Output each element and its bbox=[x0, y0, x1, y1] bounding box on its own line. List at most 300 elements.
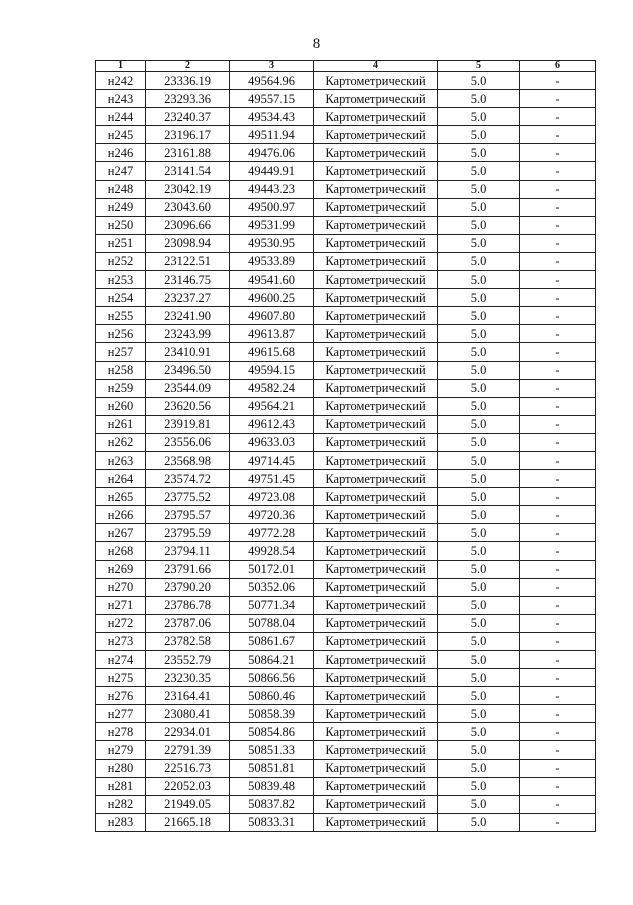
y-coordinate-cell: 50788.04 bbox=[230, 614, 314, 632]
method-cell: Картометрический bbox=[314, 289, 438, 307]
accuracy-cell: 5.0 bbox=[438, 632, 520, 650]
y-coordinate-cell: 50858.39 bbox=[230, 705, 314, 723]
point-id-cell: н248 bbox=[96, 180, 146, 198]
note-cell: - bbox=[520, 795, 596, 813]
table-row bbox=[96, 795, 596, 813]
point-id-cell: н267 bbox=[96, 524, 146, 542]
note-cell: - bbox=[520, 632, 596, 650]
method-cell: Картометрический bbox=[314, 741, 438, 759]
point-id-cell: н264 bbox=[96, 470, 146, 488]
note-cell: - bbox=[520, 415, 596, 433]
x-coordinate-cell: 23146.75 bbox=[146, 271, 230, 289]
table-row bbox=[96, 759, 596, 777]
accuracy-cell: 5.0 bbox=[438, 560, 520, 578]
method-cell: Картометрический bbox=[314, 542, 438, 560]
x-coordinate-cell: 22052.03 bbox=[146, 777, 230, 795]
y-coordinate-cell: 49557.15 bbox=[230, 90, 314, 108]
y-coordinate-cell: 49928.54 bbox=[230, 542, 314, 560]
accuracy-cell: 5.0 bbox=[438, 542, 520, 560]
method-cell: Картометрический bbox=[314, 343, 438, 361]
note-cell: - bbox=[520, 397, 596, 415]
x-coordinate-cell: 22791.39 bbox=[146, 741, 230, 759]
accuracy-cell: 5.0 bbox=[438, 669, 520, 687]
table-row bbox=[96, 415, 596, 433]
note-cell: - bbox=[520, 379, 596, 397]
accuracy-cell: 5.0 bbox=[438, 524, 520, 542]
point-id-cell: н251 bbox=[96, 234, 146, 252]
accuracy-cell: 5.0 bbox=[438, 234, 520, 252]
y-coordinate-cell: 49612.43 bbox=[230, 415, 314, 433]
accuracy-cell: 5.0 bbox=[438, 723, 520, 741]
y-coordinate-cell: 50839.48 bbox=[230, 777, 314, 795]
note-cell: - bbox=[520, 669, 596, 687]
method-cell: Картометрический bbox=[314, 759, 438, 777]
y-coordinate-cell: 49714.45 bbox=[230, 451, 314, 469]
point-id-cell: н269 bbox=[96, 560, 146, 578]
accuracy-cell: 5.0 bbox=[438, 578, 520, 596]
y-coordinate-cell: 49564.21 bbox=[230, 397, 314, 415]
y-coordinate-cell: 50851.33 bbox=[230, 741, 314, 759]
method-cell: Картометрический bbox=[314, 90, 438, 108]
x-coordinate-cell: 22516.73 bbox=[146, 759, 230, 777]
table-row bbox=[96, 289, 596, 307]
accuracy-cell: 5.0 bbox=[438, 488, 520, 506]
note-cell: - bbox=[520, 343, 596, 361]
note-cell: - bbox=[520, 723, 596, 741]
accuracy-cell: 5.0 bbox=[438, 596, 520, 614]
y-coordinate-cell: 49530.95 bbox=[230, 234, 314, 252]
note-cell: - bbox=[520, 705, 596, 723]
method-cell: Картометрический bbox=[314, 795, 438, 813]
note-cell: - bbox=[520, 361, 596, 379]
table-row bbox=[96, 307, 596, 325]
method-cell: Картометрический bbox=[314, 216, 438, 234]
method-cell: Картометрический bbox=[314, 72, 438, 90]
point-id-cell: н278 bbox=[96, 723, 146, 741]
table-row bbox=[96, 723, 596, 741]
method-cell: Картометрический bbox=[314, 144, 438, 162]
note-cell: - bbox=[520, 72, 596, 90]
point-id-cell: н249 bbox=[96, 198, 146, 216]
point-id-cell: н262 bbox=[96, 433, 146, 451]
method-cell: Картометрический bbox=[314, 451, 438, 469]
method-cell: Картометрический bbox=[314, 813, 438, 831]
point-id-cell: н243 bbox=[96, 90, 146, 108]
accuracy-cell: 5.0 bbox=[438, 162, 520, 180]
point-id-cell: н266 bbox=[96, 506, 146, 524]
note-cell: - bbox=[520, 614, 596, 632]
accuracy-cell: 5.0 bbox=[438, 433, 520, 451]
table-row bbox=[96, 741, 596, 759]
x-coordinate-cell: 23230.35 bbox=[146, 669, 230, 687]
point-id-cell: н279 bbox=[96, 741, 146, 759]
point-id-cell: н255 bbox=[96, 307, 146, 325]
note-cell: - bbox=[520, 216, 596, 234]
method-cell: Картометрический bbox=[314, 433, 438, 451]
table-row bbox=[96, 325, 596, 343]
note-cell: - bbox=[520, 289, 596, 307]
method-cell: Картометрический bbox=[314, 470, 438, 488]
point-id-cell: н272 bbox=[96, 614, 146, 632]
table-row bbox=[96, 669, 596, 687]
table-row bbox=[96, 108, 596, 126]
note-cell: - bbox=[520, 560, 596, 578]
method-cell: Картометрический bbox=[314, 379, 438, 397]
x-coordinate-cell: 21665.18 bbox=[146, 813, 230, 831]
table-header-row bbox=[96, 61, 596, 72]
point-id-cell: н273 bbox=[96, 632, 146, 650]
page-number: 8 bbox=[312, 36, 321, 52]
point-id-cell: н252 bbox=[96, 252, 146, 270]
x-coordinate-cell: 23620.56 bbox=[146, 397, 230, 415]
method-cell: Картометрический bbox=[314, 524, 438, 542]
table-row bbox=[96, 361, 596, 379]
accuracy-cell: 5.0 bbox=[438, 795, 520, 813]
accuracy-cell: 5.0 bbox=[438, 144, 520, 162]
method-cell: Картометрический bbox=[314, 777, 438, 795]
coordinates-table bbox=[95, 60, 596, 832]
note-cell: - bbox=[520, 651, 596, 669]
point-id-cell: н242 bbox=[96, 72, 146, 90]
table-row bbox=[96, 705, 596, 723]
x-coordinate-cell: 21949.05 bbox=[146, 795, 230, 813]
note-cell: - bbox=[520, 542, 596, 560]
method-cell: Картометрический bbox=[314, 108, 438, 126]
point-id-cell: н250 bbox=[96, 216, 146, 234]
table-row bbox=[96, 144, 596, 162]
note-cell: - bbox=[520, 144, 596, 162]
x-coordinate-cell: 23791.66 bbox=[146, 560, 230, 578]
table-row bbox=[96, 524, 596, 542]
y-coordinate-cell: 49511.94 bbox=[230, 126, 314, 144]
column-header: 3 bbox=[230, 61, 314, 72]
y-coordinate-cell: 49607.80 bbox=[230, 307, 314, 325]
point-id-cell: н280 bbox=[96, 759, 146, 777]
x-coordinate-cell: 23336.19 bbox=[146, 72, 230, 90]
table-row bbox=[96, 216, 596, 234]
y-coordinate-cell: 49600.25 bbox=[230, 289, 314, 307]
accuracy-cell: 5.0 bbox=[438, 415, 520, 433]
accuracy-cell: 5.0 bbox=[438, 813, 520, 831]
y-coordinate-cell: 49582.24 bbox=[230, 379, 314, 397]
accuracy-cell: 5.0 bbox=[438, 90, 520, 108]
method-cell: Картометрический bbox=[314, 687, 438, 705]
x-coordinate-cell: 23786.78 bbox=[146, 596, 230, 614]
method-cell: Картометрический bbox=[314, 361, 438, 379]
y-coordinate-cell: 50860.46 bbox=[230, 687, 314, 705]
note-cell: - bbox=[520, 307, 596, 325]
note-cell: - bbox=[520, 252, 596, 270]
note-cell: - bbox=[520, 759, 596, 777]
x-coordinate-cell: 23795.59 bbox=[146, 524, 230, 542]
table-row bbox=[96, 687, 596, 705]
point-id-cell: н263 bbox=[96, 451, 146, 469]
table-row bbox=[96, 470, 596, 488]
x-coordinate-cell: 23080.41 bbox=[146, 705, 230, 723]
y-coordinate-cell: 49613.87 bbox=[230, 325, 314, 343]
x-coordinate-cell: 23042.19 bbox=[146, 180, 230, 198]
accuracy-cell: 5.0 bbox=[438, 397, 520, 415]
point-id-cell: н254 bbox=[96, 289, 146, 307]
point-id-cell: н261 bbox=[96, 415, 146, 433]
x-coordinate-cell: 23237.27 bbox=[146, 289, 230, 307]
accuracy-cell: 5.0 bbox=[438, 325, 520, 343]
accuracy-cell: 5.0 bbox=[438, 705, 520, 723]
y-coordinate-cell: 49633.03 bbox=[230, 433, 314, 451]
method-cell: Картометрический bbox=[314, 705, 438, 723]
note-cell: - bbox=[520, 90, 596, 108]
x-coordinate-cell: 23196.17 bbox=[146, 126, 230, 144]
y-coordinate-cell: 49615.68 bbox=[230, 343, 314, 361]
table-row bbox=[96, 488, 596, 506]
x-coordinate-cell: 23787.06 bbox=[146, 614, 230, 632]
table-row bbox=[96, 632, 596, 650]
table-row bbox=[96, 126, 596, 144]
x-coordinate-cell: 23556.06 bbox=[146, 433, 230, 451]
point-id-cell: н246 bbox=[96, 144, 146, 162]
x-coordinate-cell: 23241.90 bbox=[146, 307, 230, 325]
table-row bbox=[96, 651, 596, 669]
y-coordinate-cell: 50866.56 bbox=[230, 669, 314, 687]
x-coordinate-cell: 23790.20 bbox=[146, 578, 230, 596]
accuracy-cell: 5.0 bbox=[438, 451, 520, 469]
accuracy-cell: 5.0 bbox=[438, 289, 520, 307]
table-row bbox=[96, 506, 596, 524]
method-cell: Картометрический bbox=[314, 596, 438, 614]
x-coordinate-cell: 23096.66 bbox=[146, 216, 230, 234]
y-coordinate-cell: 49500.97 bbox=[230, 198, 314, 216]
note-cell: - bbox=[520, 325, 596, 343]
note-cell: - bbox=[520, 813, 596, 831]
method-cell: Картометрический bbox=[314, 198, 438, 216]
y-coordinate-cell: 50854.86 bbox=[230, 723, 314, 741]
table-row bbox=[96, 433, 596, 451]
method-cell: Картометрический bbox=[314, 271, 438, 289]
x-coordinate-cell: 23243.99 bbox=[146, 325, 230, 343]
point-id-cell: н268 bbox=[96, 542, 146, 560]
accuracy-cell: 5.0 bbox=[438, 687, 520, 705]
y-coordinate-cell: 50833.31 bbox=[230, 813, 314, 831]
accuracy-cell: 5.0 bbox=[438, 651, 520, 669]
y-coordinate-cell: 50771.34 bbox=[230, 596, 314, 614]
x-coordinate-cell: 23122.51 bbox=[146, 252, 230, 270]
accuracy-cell: 5.0 bbox=[438, 72, 520, 90]
accuracy-cell: 5.0 bbox=[438, 343, 520, 361]
y-coordinate-cell: 50851.81 bbox=[230, 759, 314, 777]
y-coordinate-cell: 49720.36 bbox=[230, 506, 314, 524]
note-cell: - bbox=[520, 578, 596, 596]
x-coordinate-cell: 23544.09 bbox=[146, 379, 230, 397]
x-coordinate-cell: 23164.41 bbox=[146, 687, 230, 705]
note-cell: - bbox=[520, 108, 596, 126]
method-cell: Картометрический bbox=[314, 252, 438, 270]
table-row bbox=[96, 252, 596, 270]
accuracy-cell: 5.0 bbox=[438, 470, 520, 488]
y-coordinate-cell: 50861.67 bbox=[230, 632, 314, 650]
method-cell: Картометрический bbox=[314, 180, 438, 198]
note-cell: - bbox=[520, 777, 596, 795]
method-cell: Картометрический bbox=[314, 506, 438, 524]
table-row bbox=[96, 397, 596, 415]
method-cell: Картометрический bbox=[314, 307, 438, 325]
accuracy-cell: 5.0 bbox=[438, 216, 520, 234]
point-id-cell: н270 bbox=[96, 578, 146, 596]
method-cell: Картометрический bbox=[314, 488, 438, 506]
x-coordinate-cell: 23496.50 bbox=[146, 361, 230, 379]
x-coordinate-cell: 23161.88 bbox=[146, 144, 230, 162]
method-cell: Картометрический bbox=[314, 614, 438, 632]
point-id-cell: н247 bbox=[96, 162, 146, 180]
x-coordinate-cell: 23098.94 bbox=[146, 234, 230, 252]
note-cell: - bbox=[520, 433, 596, 451]
x-coordinate-cell: 23782.58 bbox=[146, 632, 230, 650]
table-row bbox=[96, 198, 596, 216]
y-coordinate-cell: 49449.91 bbox=[230, 162, 314, 180]
note-cell: - bbox=[520, 506, 596, 524]
point-id-cell: н253 bbox=[96, 271, 146, 289]
y-coordinate-cell: 49443.23 bbox=[230, 180, 314, 198]
x-coordinate-cell: 23795.57 bbox=[146, 506, 230, 524]
method-cell: Картометрический bbox=[314, 651, 438, 669]
point-id-cell: н282 bbox=[96, 795, 146, 813]
x-coordinate-cell: 23043.60 bbox=[146, 198, 230, 216]
table-row bbox=[96, 542, 596, 560]
note-cell: - bbox=[520, 271, 596, 289]
x-coordinate-cell: 23552.79 bbox=[146, 651, 230, 669]
y-coordinate-cell: 50837.82 bbox=[230, 795, 314, 813]
point-id-cell: н275 bbox=[96, 669, 146, 687]
y-coordinate-cell: 49564.96 bbox=[230, 72, 314, 90]
x-coordinate-cell: 23293.36 bbox=[146, 90, 230, 108]
note-cell: - bbox=[520, 470, 596, 488]
column-header: 4 bbox=[314, 61, 438, 72]
accuracy-cell: 5.0 bbox=[438, 759, 520, 777]
accuracy-cell: 5.0 bbox=[438, 777, 520, 795]
table-row bbox=[96, 596, 596, 614]
point-id-cell: н276 bbox=[96, 687, 146, 705]
method-cell: Картометрический bbox=[314, 397, 438, 415]
point-id-cell: н258 bbox=[96, 361, 146, 379]
table-row bbox=[96, 379, 596, 397]
table-row bbox=[96, 72, 596, 90]
point-id-cell: н245 bbox=[96, 126, 146, 144]
accuracy-cell: 5.0 bbox=[438, 180, 520, 198]
table-row bbox=[96, 451, 596, 469]
note-cell: - bbox=[520, 451, 596, 469]
accuracy-cell: 5.0 bbox=[438, 307, 520, 325]
point-id-cell: н244 bbox=[96, 108, 146, 126]
y-coordinate-cell: 49751.45 bbox=[230, 470, 314, 488]
accuracy-cell: 5.0 bbox=[438, 252, 520, 270]
accuracy-cell: 5.0 bbox=[438, 198, 520, 216]
x-coordinate-cell: 23141.54 bbox=[146, 162, 230, 180]
note-cell: - bbox=[520, 162, 596, 180]
table-body bbox=[96, 72, 596, 832]
y-coordinate-cell: 49541.60 bbox=[230, 271, 314, 289]
point-id-cell: н274 bbox=[96, 651, 146, 669]
x-coordinate-cell: 23794.11 bbox=[146, 542, 230, 560]
table-row bbox=[96, 180, 596, 198]
accuracy-cell: 5.0 bbox=[438, 126, 520, 144]
x-coordinate-cell: 23410.91 bbox=[146, 343, 230, 361]
method-cell: Картометрический bbox=[314, 234, 438, 252]
note-cell: - bbox=[520, 234, 596, 252]
point-id-cell: н259 bbox=[96, 379, 146, 397]
note-cell: - bbox=[520, 741, 596, 759]
point-id-cell: н277 bbox=[96, 705, 146, 723]
x-coordinate-cell: 23568.98 bbox=[146, 451, 230, 469]
note-cell: - bbox=[520, 596, 596, 614]
point-id-cell: н281 bbox=[96, 777, 146, 795]
y-coordinate-cell: 49531.99 bbox=[230, 216, 314, 234]
table-row bbox=[96, 271, 596, 289]
note-cell: - bbox=[520, 687, 596, 705]
y-coordinate-cell: 49723.08 bbox=[230, 488, 314, 506]
note-cell: - bbox=[520, 126, 596, 144]
accuracy-cell: 5.0 bbox=[438, 379, 520, 397]
accuracy-cell: 5.0 bbox=[438, 271, 520, 289]
y-coordinate-cell: 49476.06 bbox=[230, 144, 314, 162]
note-cell: - bbox=[520, 488, 596, 506]
note-cell: - bbox=[520, 524, 596, 542]
table-row bbox=[96, 614, 596, 632]
method-cell: Картометрический bbox=[314, 632, 438, 650]
method-cell: Картометрический bbox=[314, 325, 438, 343]
table-row bbox=[96, 813, 596, 831]
method-cell: Картометрический bbox=[314, 126, 438, 144]
y-coordinate-cell: 49594.15 bbox=[230, 361, 314, 379]
y-coordinate-cell: 49534.43 bbox=[230, 108, 314, 126]
method-cell: Картометрический bbox=[314, 162, 438, 180]
accuracy-cell: 5.0 bbox=[438, 506, 520, 524]
table-row bbox=[96, 343, 596, 361]
point-id-cell: н260 bbox=[96, 397, 146, 415]
column-header: 6 bbox=[520, 61, 596, 72]
table-row bbox=[96, 90, 596, 108]
column-header: 2 bbox=[146, 61, 230, 72]
method-cell: Картометрический bbox=[314, 578, 438, 596]
y-coordinate-cell: 49772.28 bbox=[230, 524, 314, 542]
x-coordinate-cell: 23919.81 bbox=[146, 415, 230, 433]
method-cell: Картометрический bbox=[314, 669, 438, 687]
accuracy-cell: 5.0 bbox=[438, 614, 520, 632]
accuracy-cell: 5.0 bbox=[438, 361, 520, 379]
table-row bbox=[96, 560, 596, 578]
column-header: 5 bbox=[438, 61, 520, 72]
y-coordinate-cell: 50352.06 bbox=[230, 578, 314, 596]
point-id-cell: н271 bbox=[96, 596, 146, 614]
x-coordinate-cell: 23240.37 bbox=[146, 108, 230, 126]
point-id-cell: н283 bbox=[96, 813, 146, 831]
method-cell: Картометрический bbox=[314, 415, 438, 433]
table-row bbox=[96, 578, 596, 596]
method-cell: Картометрический bbox=[314, 723, 438, 741]
note-cell: - bbox=[520, 198, 596, 216]
x-coordinate-cell: 23775.52 bbox=[146, 488, 230, 506]
y-coordinate-cell: 50864.21 bbox=[230, 651, 314, 669]
y-coordinate-cell: 50172.01 bbox=[230, 560, 314, 578]
x-coordinate-cell: 23574.72 bbox=[146, 470, 230, 488]
point-id-cell: н257 bbox=[96, 343, 146, 361]
point-id-cell: н256 bbox=[96, 325, 146, 343]
note-cell: - bbox=[520, 180, 596, 198]
y-coordinate-cell: 49533.89 bbox=[230, 252, 314, 270]
method-cell: Картометрический bbox=[314, 560, 438, 578]
point-id-cell: н265 bbox=[96, 488, 146, 506]
table-row bbox=[96, 777, 596, 795]
accuracy-cell: 5.0 bbox=[438, 108, 520, 126]
accuracy-cell: 5.0 bbox=[438, 741, 520, 759]
